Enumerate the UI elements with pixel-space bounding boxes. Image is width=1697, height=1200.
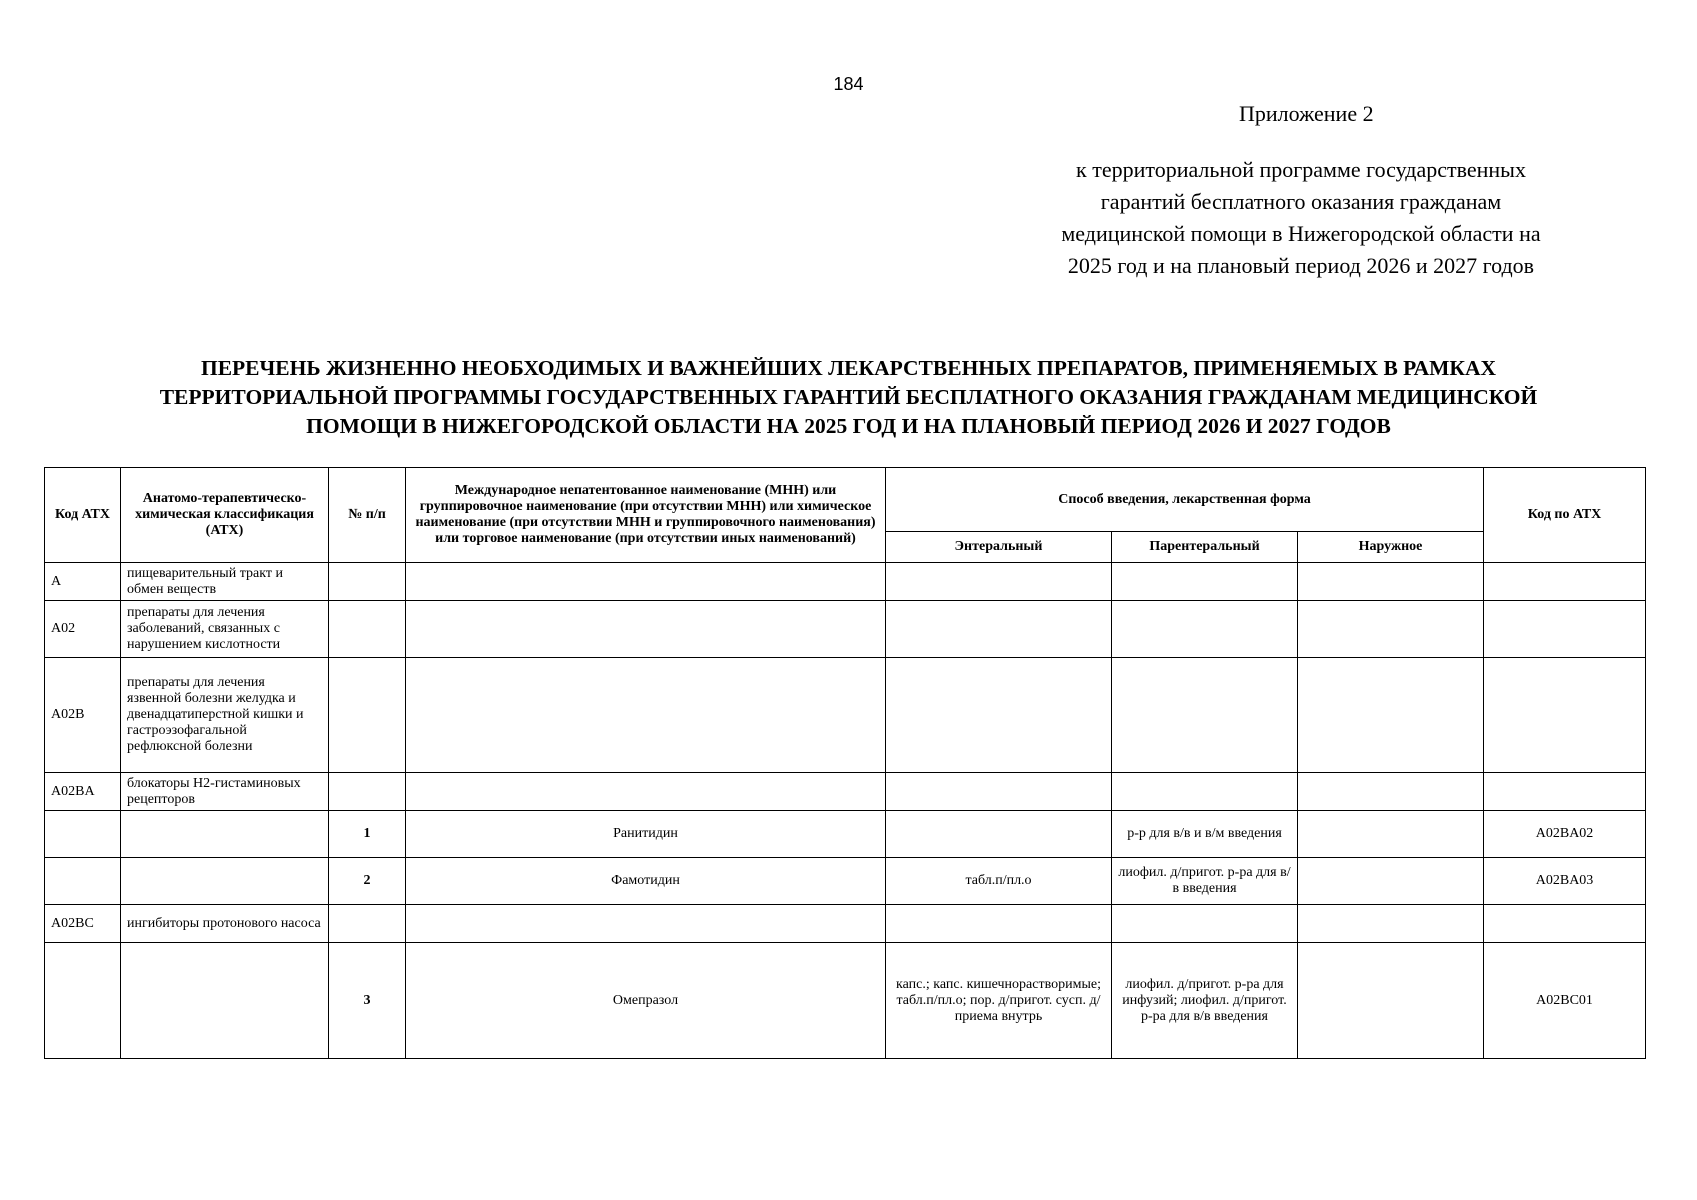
appendix-label: Приложение 2 — [1239, 101, 1374, 126]
parenteral-cell — [1112, 601, 1298, 658]
atc-ref-cell — [1484, 601, 1646, 658]
header-parenteral: Парентеральный — [1112, 532, 1298, 563]
appendix-reference-line: 2025 год и на плановый период 2026 и 2027 годов — [1067, 253, 1535, 278]
table-row — [45, 601, 1646, 658]
atc-class-cell: препараты для лечения заболеваний, связанных с нарушением кислотности — [121, 601, 329, 658]
topical-cell — [1298, 811, 1484, 858]
topical-cell — [1298, 905, 1484, 943]
enteral-cell — [886, 658, 1112, 773]
table-row — [45, 563, 1646, 601]
parenteral-cell: лиофил. д/пригот. р-ра для инфузий; лиофил. д/пригот. р-ра для в/в введения — [1112, 943, 1298, 1059]
drug-list-table — [44, 467, 1646, 1059]
enteral-cell — [886, 773, 1112, 811]
atc-class-cell: препараты для лечения язвенной болезни желудка и двенадцатиперстной кишки и гастроэзофагальной рефлюксной болезни — [121, 658, 329, 773]
inn-cell — [406, 905, 886, 943]
enteral-cell — [886, 601, 1112, 658]
table-row — [45, 811, 1646, 858]
inn-cell: Омепразол — [406, 943, 886, 1059]
atc-class-cell: блокаторы H2-гистаминовых рецепторов — [121, 773, 329, 811]
number-cell — [329, 563, 406, 601]
atc-code-cell — [45, 943, 121, 1059]
atc-code-cell: A02BC — [45, 905, 121, 943]
atc-code-cell — [45, 811, 121, 858]
topical-cell — [1298, 601, 1484, 658]
parenteral-cell: лиофил. д/пригот. р-ра для в/в введения — [1112, 858, 1298, 905]
atc-code-cell: A02 — [45, 601, 121, 658]
appendix-reference-line: медицинской помощи в Нижегородской области на — [1061, 221, 1541, 246]
number-cell — [329, 601, 406, 658]
atc-ref-cell — [1484, 658, 1646, 773]
topical-cell — [1298, 943, 1484, 1059]
atc-code-cell: A02BA — [45, 773, 121, 811]
enteral-cell — [886, 905, 1112, 943]
atc-class-cell — [121, 943, 329, 1059]
table-row — [45, 658, 1646, 773]
parenteral-cell — [1112, 658, 1298, 773]
header-atc-ref: Код по АТХ — [1484, 468, 1646, 563]
number-cell: 2 — [329, 858, 406, 905]
table-row — [45, 943, 1646, 1059]
topical-cell — [1298, 563, 1484, 601]
inn-cell — [406, 658, 886, 773]
document-title-line: ПЕРЕЧЕНЬ ЖИЗНЕННО НЕОБХОДИМЫХ И ВАЖНЕЙШИХ ЛЕКАРСТВЕННЫХ ПРЕПАРАТОВ, ПРИМЕНЯЕМЫХ В РАМКАХ — [200, 356, 1497, 380]
number-cell: 3 — [329, 943, 406, 1059]
atc-class-cell — [121, 811, 329, 858]
inn-cell: Фамотидин — [406, 858, 886, 905]
parenteral-cell — [1112, 773, 1298, 811]
atc-code-cell: A — [45, 563, 121, 601]
number-cell — [329, 905, 406, 943]
table-row — [45, 905, 1646, 943]
appendix-reference — [1028, 154, 1574, 282]
header-atc-class: Анатомо-терапевтическо-химическая классификация (АТХ) — [121, 468, 329, 563]
header-route-group: Способ введения, лекарственная форма — [886, 468, 1484, 532]
appendix-reference-line: к территориальной программе государственных — [1076, 157, 1526, 182]
atc-ref-cell: A02BA03 — [1484, 858, 1646, 905]
enteral-cell — [886, 563, 1112, 601]
document-title — [60, 354, 1637, 441]
header-topical: Наружное — [1298, 532, 1484, 563]
number-cell — [329, 773, 406, 811]
atc-code-cell — [45, 858, 121, 905]
parenteral-cell — [1112, 563, 1298, 601]
table-row — [45, 773, 1646, 811]
atc-code-cell: A02B — [45, 658, 121, 773]
header-atc-code: Код АТХ — [45, 468, 121, 563]
parenteral-cell — [1112, 905, 1298, 943]
enteral-cell: табл.п/пл.о — [886, 858, 1112, 905]
atc-ref-cell — [1484, 563, 1646, 601]
atc-ref-cell — [1484, 905, 1646, 943]
number-cell: 1 — [329, 811, 406, 858]
inn-cell: Ранитидин — [406, 811, 886, 858]
inn-cell — [406, 563, 886, 601]
atc-ref-cell: A02BC01 — [1484, 943, 1646, 1059]
atc-ref-cell — [1484, 773, 1646, 811]
enteral-cell: капс.; капс. кишечнорастворимые; табл.п/пл.о; пор. д/пригот. сусп. д/приема внутрь — [886, 943, 1112, 1059]
inn-cell — [406, 773, 886, 811]
header-enteral: Энтеральный — [886, 532, 1112, 563]
appendix-reference-line: гарантий бесплатного оказания гражданам — [1100, 189, 1502, 214]
atc-ref-cell: A02BA02 — [1484, 811, 1646, 858]
atc-class-cell: пищеварительный тракт и обмен веществ — [121, 563, 329, 601]
document-title-line: ПОМОЩИ В НИЖЕГОРОДСКОЙ ОБЛАСТИ НА 2025 ГОД И НА ПЛАНОВЫЙ ПЕРИОД 2026 И 2027 ГОДОВ — [306, 414, 1391, 438]
header-inn: Международное непатентованное наименование (МНН) или группировочное наименование (при отсутствии МНН) или химическое наименование (при отсутствии МНН и группировочного наименования) или торговое наименование (при отсутствии иных наименований) — [406, 468, 886, 563]
atc-class-cell — [121, 858, 329, 905]
document-title-line: ТЕРРИТОРИАЛЬНОЙ ПРОГРАММЫ ГОСУДАРСТВЕННЫХ ГАРАНТИЙ БЕСПЛАТНОГО ОКАЗАНИЯ ГРАЖДАНАМ МЕДИЦИНСКОЙ — [159, 385, 1538, 409]
page-number: 184 — [833, 74, 864, 94]
inn-cell — [406, 601, 886, 658]
table-row — [45, 858, 1646, 905]
number-cell — [329, 658, 406, 773]
topical-cell — [1298, 658, 1484, 773]
parenteral-cell: р-р для в/в и в/м введения — [1112, 811, 1298, 858]
header-number: № п/п — [329, 468, 406, 563]
topical-cell — [1298, 773, 1484, 811]
atc-class-cell: ингибиторы протонового насоса — [121, 905, 329, 943]
enteral-cell — [886, 811, 1112, 858]
topical-cell — [1298, 858, 1484, 905]
